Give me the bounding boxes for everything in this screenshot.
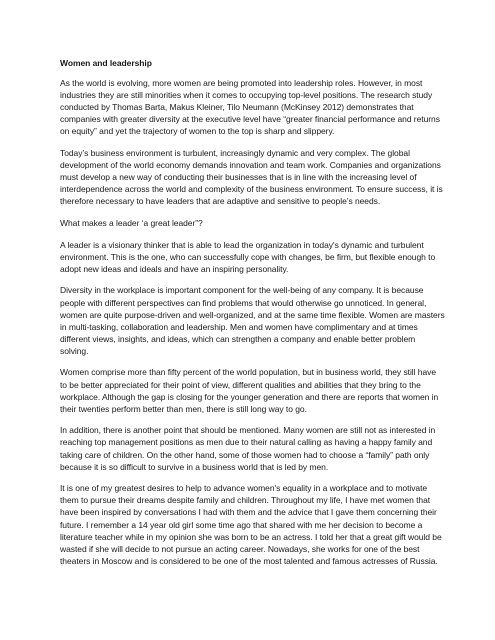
paragraph-intro: As the world is evolving, more women are being promoted into leadership roles. However, in most industries they are still minorities when it comes to occupying top-level positions. The research study conducted by Thomas Barta, Makus Kleiner, Tilo Neumann (McKinsey 2012) demonstrates that companies with greater diversity at the executive level have “greater financial performance and returns on equity” and yet the trajectory of women to the top is sharp and slippery. (60, 78, 440, 137)
paragraph-leader-definition: A leader is a visionary thinker that is able to lead the organization in today's dynamic and turbulent environment. This is the one, who can successfully cope with changes, be firm, but flexible enough to adopt new ideas and ideals and have an inspiring personality. (60, 239, 436, 274)
paragraph-business-environment: Today’s business environment is turbulent, increasingly dynamic and very complex. The global development of the world economy demands innovation and team work. Companies and organizations must develop a new way of conducting their businesses that is in line with the increasing level of interdependence across the world and complexity of the business environment. To ensure success, it is therefore necessary to have leaders that are adaptive and sensitive to people’s needs. (60, 148, 443, 207)
paragraph-management-interest: In addition, there is another point that should be mentioned. Many women are still not as interested in reaching top management positions as men due to their natural calling as having a happy family and taking care of children. On the other hand, some of those women had to choose a “family” path only because it is so difficult to survive in a business world that is led by men. (60, 425, 436, 472)
document-title: Women and leadership (60, 58, 152, 68)
document-page (60, 57, 445, 576)
paragraph-personal-desire: It is one of my greatest desires to help to advance women's equality in a workplace and to motivate them to pursue their dreams despite family and children. Throughout my life, I have met women that have been inspired by conversations I had with them and the advice that I gave them concerning their future. I remember a 14 year old girl some time ago that shared with me her decision to become a literature teacher while in my opinion she was born to be an actress. I told her that a great gift would be wasted if she will decide to not pursue an acting career. Nowadays, she works for one of the best theaters in Moscow and is considered to be one of the most talented and famous actresses of Russia. (60, 483, 442, 566)
paragraph-question: What makes a leader ‘a great leader”? (60, 218, 203, 229)
paragraph-diversity: Diversity in the workplace is important component for the well-being of any company. It is because people with different perspectives can find problems that would otherwise go unnoticed. In general, women are quite purpose-driven and well-organized, and at the same time flexible. Women are masters in multi-tasking, collaboration and leadership. Men and women have complimentary and at times different views, insights, and ideas, which can strengthen a company and enable better problem solving. (60, 285, 445, 356)
paragraph-population: Women comprise more than fifty percent of the world population, but in business world, they still have to be better appreciated for their point of view, different qualities and abilities that they bring to the workplace. Although the gap is closing for the younger generation and there are reports that women in their twenties perform better than men, there is still long way to go. (60, 367, 439, 414)
